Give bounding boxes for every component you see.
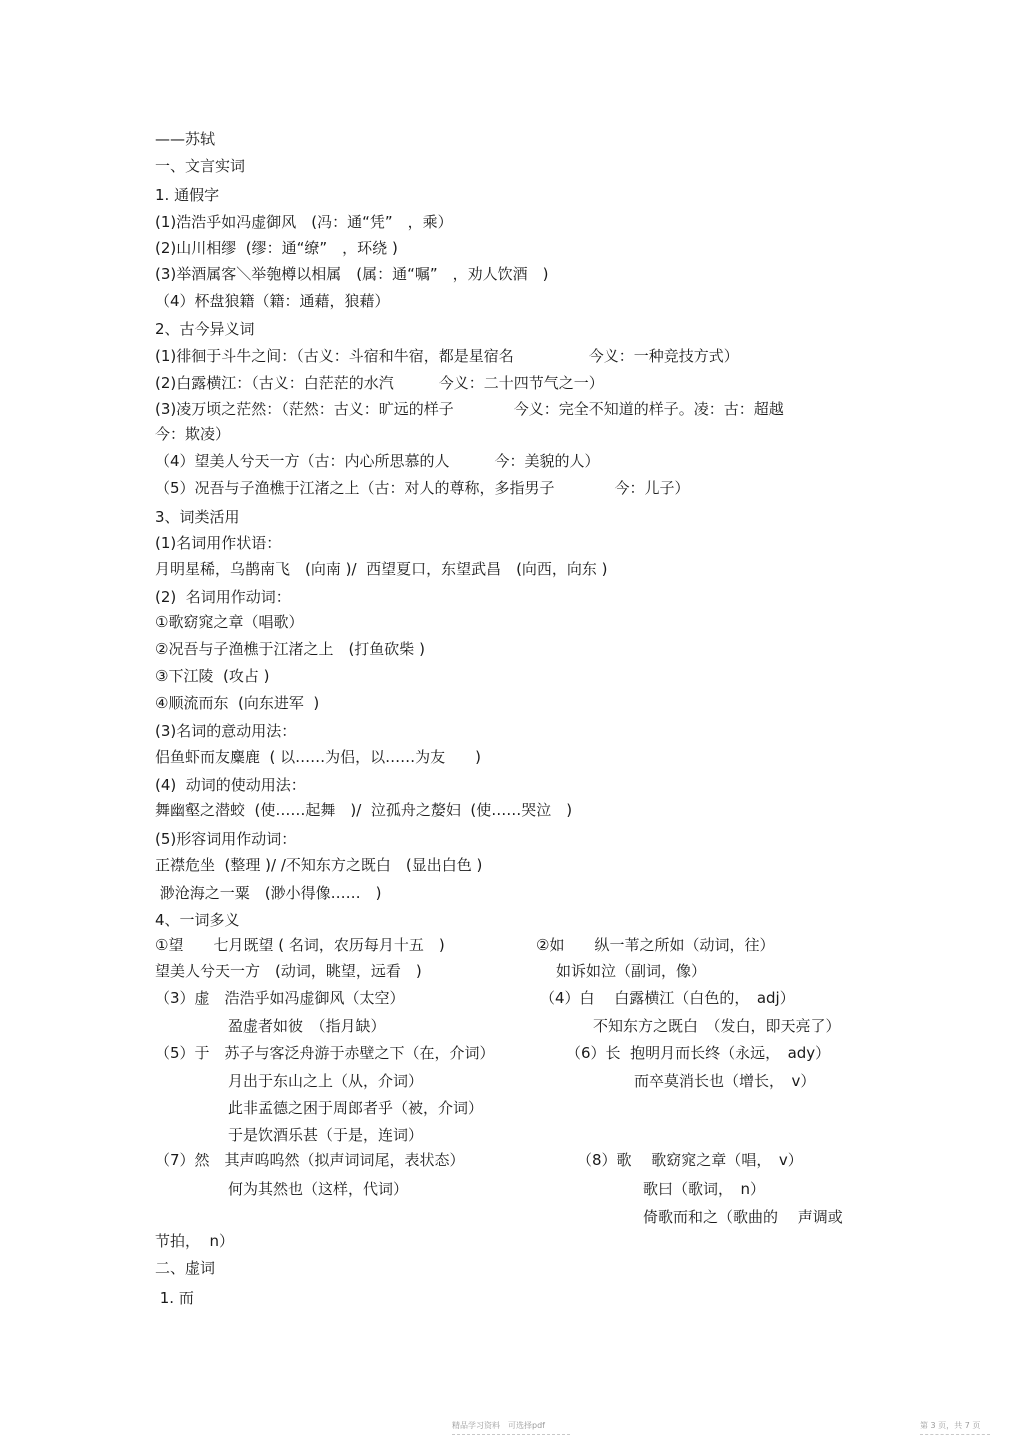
subheading-gujin: 2、古今异义词 xyxy=(155,320,255,338)
duoyi-left-3: （3）虚 浩浩乎如冯虚御风（太空） xyxy=(155,989,405,1007)
gujin-item-4: （4）望美人兮天一方（古：内心所思慕的人 今：美貌的人） xyxy=(155,452,600,470)
cilei-b-example-2: ②况吾与子渔樵于江渚之上 (打鱼砍柴 ) xyxy=(155,640,425,658)
tongjiazi-item-4: （4）杯盘狼籍（籍：通藉，狼藉） xyxy=(155,292,390,310)
duoyi-right-11: 倚歌而和之（歌曲的 声调或 xyxy=(643,1208,843,1226)
cilei-d-heading: (4) 动词的使动用法： xyxy=(155,776,306,794)
duoyi-right-10: 歌曰（歌词， n） xyxy=(643,1180,766,1198)
tongjiazi-item-2: (2)山川相缪 (缪：通“缭” ，环绕 ) xyxy=(155,239,398,257)
cilei-b-example-3: ③下江陵 (攻占 ) xyxy=(155,667,270,685)
subheading-yiciduoyi: 4、一词多义 xyxy=(155,911,240,929)
duoyi-left-10: 何为其然也（这样，代词） xyxy=(228,1180,409,1198)
footer-dashes-right xyxy=(920,1434,990,1435)
section-heading-1: 一、文言实词 xyxy=(155,157,246,175)
duoyi-right-3: （4）白 白露横江（白色的， adj） xyxy=(540,989,795,1007)
duoyi-left-9: （7）然 其声呜呜然（拟声词词尾，表状态） xyxy=(155,1151,465,1169)
duoyi-left-2: 望美人兮天一方 (动词，眺望，远看 ) xyxy=(155,962,422,980)
duoyi-left-4: 盈虚者如彼 （指月缺） xyxy=(228,1017,386,1035)
gujin-item-3-cont: 今：欺凌） xyxy=(155,425,231,443)
duoyi-wrap-line: 节拍， n） xyxy=(155,1232,235,1250)
footer-page-number: 第 3 页，共 7 页 xyxy=(920,1421,981,1430)
footer-watermark: 精品学习资料 可选择pdf xyxy=(452,1421,545,1430)
cilei-a-example: 月明星稀，乌鹊南飞 (向南 )/ 西望夏口，东望武昌 (向西，向东 ) xyxy=(155,560,608,578)
gujin-item-2: (2)白露横江：（古义：白茫茫的水汽 今义：二十四节气之一） xyxy=(155,374,604,392)
cilei-b-heading: (2) 名词用作动词： xyxy=(155,588,291,606)
duoyi-left-7: 此非孟德之困于周郎者乎（被，介词） xyxy=(228,1099,484,1117)
tongjiazi-item-3: (3)举酒属客＼举匏樽以相属 (属：通“嘱” ，劝人饮酒 ) xyxy=(155,265,549,283)
gujin-item-3: (3)凌万顷之茫然：（茫然：古义：旷远的样子 今义：完全不知道的样子。凌：古：超越 xyxy=(155,400,784,418)
duoyi-left-1: ①望 七月既望 ( 名词，农历每月十五 ) xyxy=(155,936,445,954)
cilei-b-example-4: ④顺流而东 (向东进军 ) xyxy=(155,694,320,712)
cilei-d-example: 舞幽壑之潜蛟 (使……起舞 )/ 泣孤舟之嫠妇 (使……哭泣 ) xyxy=(155,801,573,819)
duoyi-right-2: 如诉如泣（副词，像） xyxy=(556,962,707,980)
subheading-tongjiazi: 1. 通假字 xyxy=(155,186,220,204)
subheading-cilei: 3、词类活用 xyxy=(155,508,240,526)
duoyi-right-1: ②如 纵一苇之所如（动词，往） xyxy=(536,936,775,954)
footer-dashes-center xyxy=(452,1434,570,1435)
cilei-c-example: 侣鱼虾而友麋鹿 ( 以……为侣，以……为友 ) xyxy=(155,748,482,766)
cilei-e-example-1: 正襟危坐 (整理 )/ /不知东方之既白 (显出白色 ) xyxy=(155,856,483,874)
xuci-item-1: 1. 而 xyxy=(155,1289,194,1307)
gujin-item-5: （5）况吾与子渔樵于江渚之上（古：对人的尊称，多指男子 今：儿子） xyxy=(155,479,690,497)
duoyi-right-9: （8）歌 歌窈窕之章（唱， v） xyxy=(577,1151,803,1169)
author-line: ——苏轼 xyxy=(155,130,216,148)
section-heading-2: 二、虚词 xyxy=(155,1259,216,1277)
cilei-e-example-2: 渺沧海之一粟 (渺小得像…… ) xyxy=(155,884,382,902)
duoyi-right-4: 不知东方之既白 （发白，即天亮了） xyxy=(593,1017,841,1035)
duoyi-left-8: 于是饮酒乐甚（于是，连词） xyxy=(228,1126,424,1144)
cilei-b-example-1: ①歌窈窕之章（唱歌） xyxy=(155,613,304,631)
duoyi-left-6: 月出于东山之上（从，介词） xyxy=(228,1072,424,1090)
cilei-e-heading: (5)形容词用作动词： xyxy=(155,830,297,848)
duoyi-left-5: （5）于 苏子与客泛舟游于赤壁之下（在，介词） xyxy=(155,1044,495,1062)
gujin-item-1: (1)徘徊于斗牛之间：（古义：斗宿和牛宿，都是星宿名 今义：一种竞技方式） xyxy=(155,347,739,365)
duoyi-right-6: 而卒莫消长也（增长， v） xyxy=(634,1072,816,1090)
cilei-c-heading: (3)名词的意动用法： xyxy=(155,722,297,740)
duoyi-right-5: （6）长 抱明月而长终（永远， ady） xyxy=(566,1044,831,1062)
tongjiazi-item-1: (1)浩浩乎如冯虚御风 (冯：通“凭” ，乘） xyxy=(155,213,453,231)
cilei-a-heading: (1)名词用作状语： xyxy=(155,534,282,552)
